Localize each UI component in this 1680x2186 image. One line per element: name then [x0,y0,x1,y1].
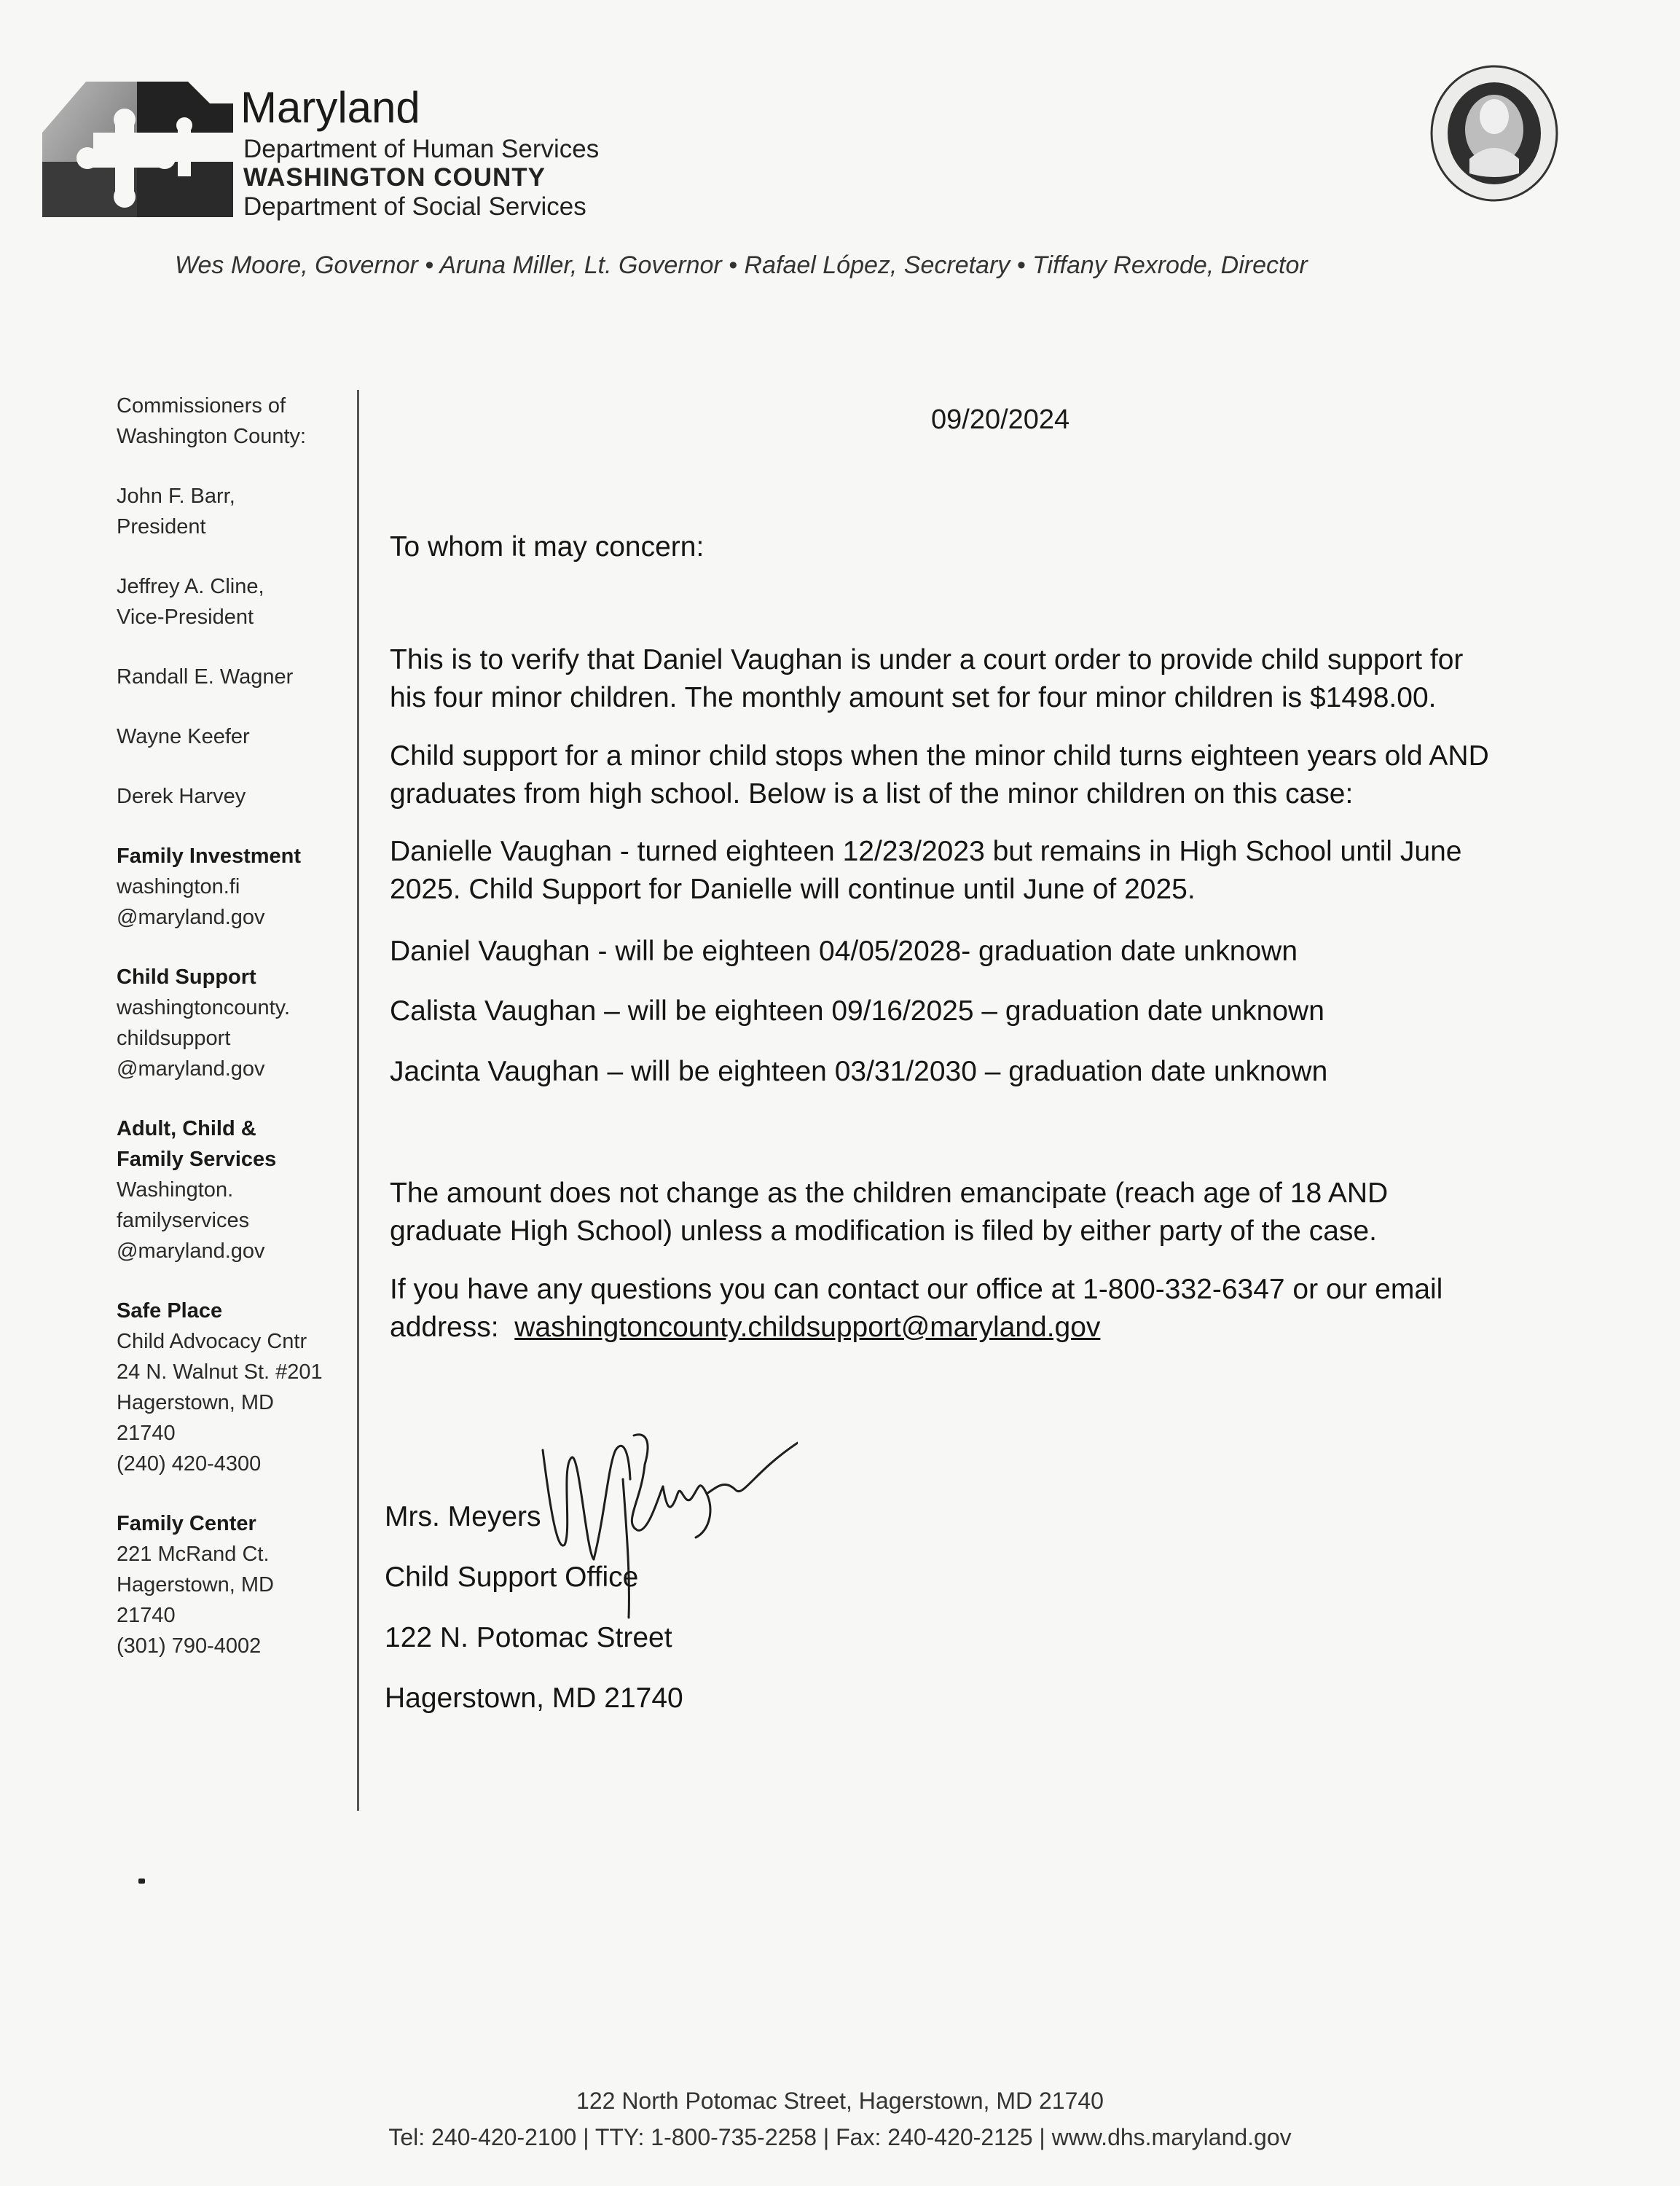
paragraph-verification: This is to verify that Daniel Vaughan is under a court order to provide child support for his four minor children. The monthly amount set for four minor children is $1498.00. [390,644,1464,713]
child-entry: Jacinta Vaughan – will be eighteen 03/31/2030 – graduation date unknown [390,1056,1328,1087]
salutation: To whom it may concern: [390,531,704,563]
org-subdepartment: Department of Social Services [243,192,586,221]
commissioner-entry: Jeffrey A. Cline, Vice-President [117,575,264,629]
footer-contact: Tel: 240-420-2100 | TTY: 1-800-735-2258 | Fax: 240-420-2125 | www.dhs.maryland.gov [388,2124,1292,2150]
sidebar [117,391,357,1691]
org-county: WASHINGTON COUNTY [243,163,546,192]
child-entry: Calista Vaughan – will be eighteen 09/16/2025 – graduation date unknown [390,995,1324,1027]
maryland-flag-logo-icon [42,82,233,217]
signer-office: Child Support Office [385,1562,639,1593]
signer-street: 122 N. Potomac Street [385,1622,672,1653]
officials-line: Wes Moore, Governor • Aruna Miller, Lt. Governor • Rafael López, Secretary • Tiffany Rexrode, Director [175,251,1308,279]
office-safe-place: Safe Place Child Advocacy Cntr 24 N. Walnut St. #201 Hagerstown, MD 21740 (240) 420-4300 [117,1299,323,1476]
letter-date: 09/20/2024 [931,404,1070,435]
office-child-support: Child Support washingtoncounty. childsupport @maryland.gov [117,965,291,1081]
child-entry: Daniel Vaughan - will be eighteen 04/05/2028- graduation date unknown [390,936,1298,967]
signer-name: Mrs. Meyers [385,1501,541,1532]
office-family-center: Family Center 221 McRand Ct. Hagerstown, MD 21740 (301) 790-4002 [117,1512,274,1658]
email-link[interactable]: washingtoncounty.childsupport@maryland.gov [514,1312,1101,1343]
signature-block [385,1486,683,1728]
commissioner-entry: John F. Barr, President [117,485,235,538]
county-seal-icon [1429,64,1559,203]
signer-city: Hagerstown, MD 21740 [385,1682,683,1714]
footer-address: 122 North Potomac Street, Hagerstown, MD 21740 [576,2088,1104,2114]
commissioner-entry: Derek Harvey [117,785,246,808]
office-family-services: Adult, Child & Family Services Washington. familyservices @maryland.gov [117,1117,277,1263]
stray-mark [138,1879,145,1884]
org-department: Department of Human Services [243,135,600,163]
commissioner-entry: Wayne Keefer [117,725,250,748]
commissioner-entry: Randall E. Wagner [117,665,294,689]
paragraph-child-support-rule: Child support for a minor child stops when the minor child turns eighteen years old AND graduates from high school. Below is a list of the minor children on this case: [390,740,1489,810]
child-entry: Danielle Vaughan - turned eighteen 12/23/2023 but remains in High School until June 2025. Child Support for Danielle will continue until June of 2025. [390,836,1462,905]
sidebar-divider [357,390,359,1811]
paragraph-amount-note: The amount does not change as the children emancipate (reach age of 18 AND graduate High School) unless a modification is filed by either party of the case. [390,1178,1389,1247]
office-family-investment: Family Investment washington.fi @maryland.gov [117,845,302,929]
paragraph-contact: If you have any questions you can contact our office at 1-800-332-6347 or our email address: washingtoncounty.childsupport@maryland.gov [390,1274,1443,1343]
org-name: Maryland [240,83,420,132]
commissioners-heading: Commissioners of Washington County: [117,394,307,448]
